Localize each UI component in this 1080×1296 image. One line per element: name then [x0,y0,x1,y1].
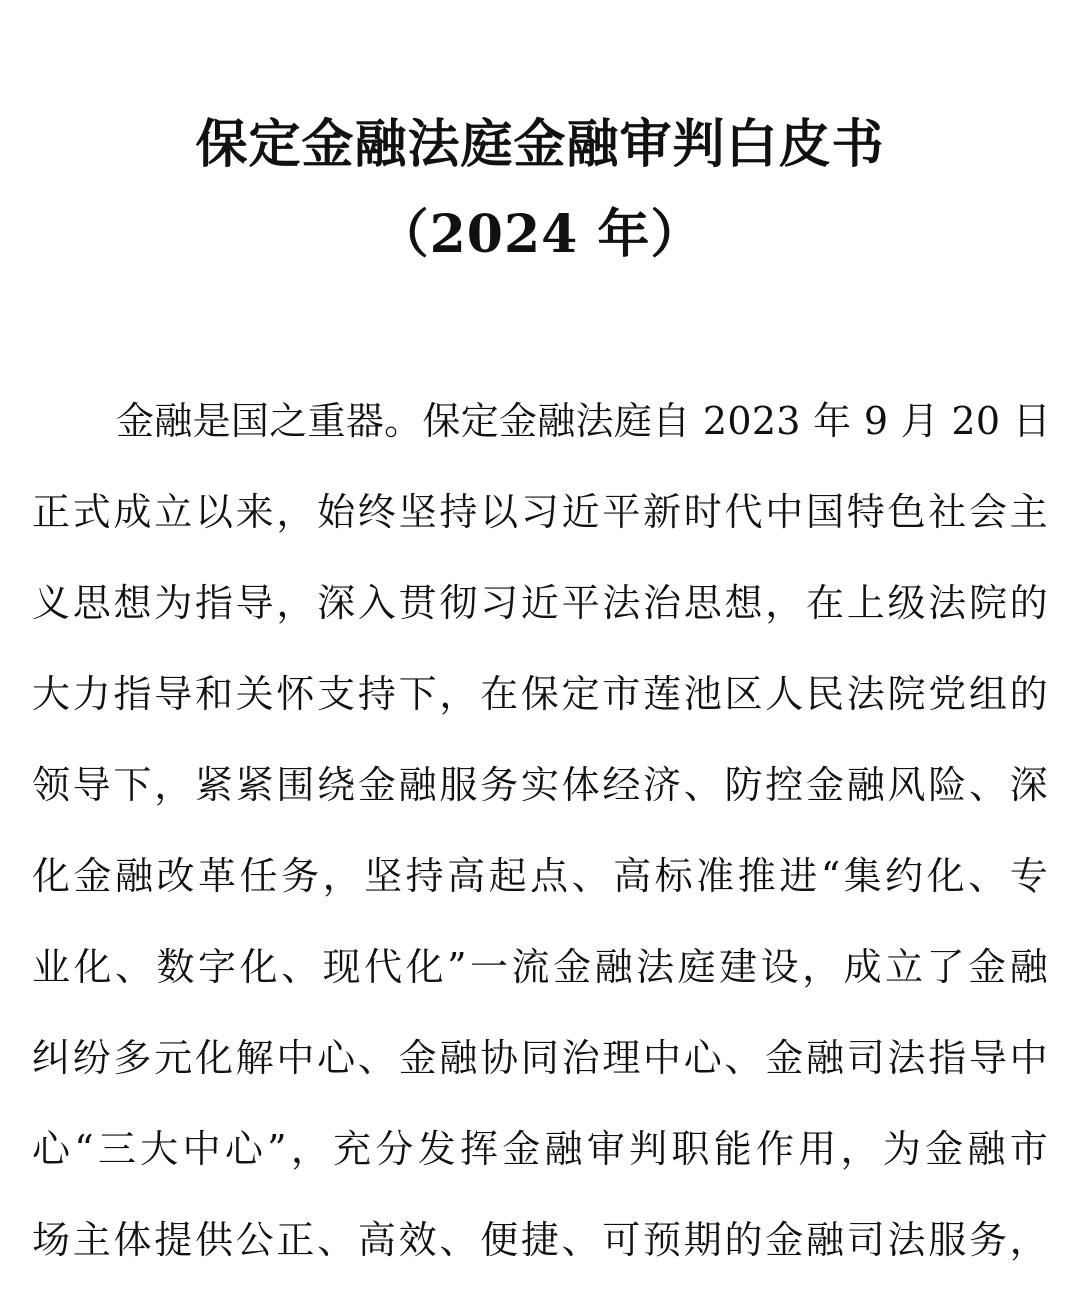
body-line: 义思想为指导，深入贯彻习近平法治思想，在上级法院的 [32,581,1048,625]
body-line: 金融是国之重器。保定金融法庭自 2023 年 9 月 20 日 [116,399,1052,443]
body-line: 正式成立以来，始终坚持以习近平新时代中国特色社会主 [32,490,1048,534]
body-line: 心“三大中心”，充分发挥金融审判职能作用，为金融市 [32,1127,1048,1171]
document-subtitle-year: （2024 年） [376,204,704,265]
body-line: 化金融改革任务，坚持高起点、高标准推进“集约化、专 [32,854,1048,898]
document-body [32,386,1052,1296]
body-line: 大力指导和关怀支持下，在保定市莲池区人民法院党组的 [32,672,1048,716]
document-title: 保定金融法庭金融审判白皮书 [195,114,885,175]
body-line: 业化、数字化、现代化”一流金融法庭建设，成立了金融 [32,945,1048,989]
body-line: 纠纷多元化解中心、金融协同治理中心、金融司法指导中 [32,1036,1048,1080]
body-line: 领导下，紧紧围绕金融服务实体经济、防控金融风险、深 [32,763,1048,807]
body-line: 场主体提供公正、高效、便捷、可预期的金融司法服务， [32,1218,1048,1262]
